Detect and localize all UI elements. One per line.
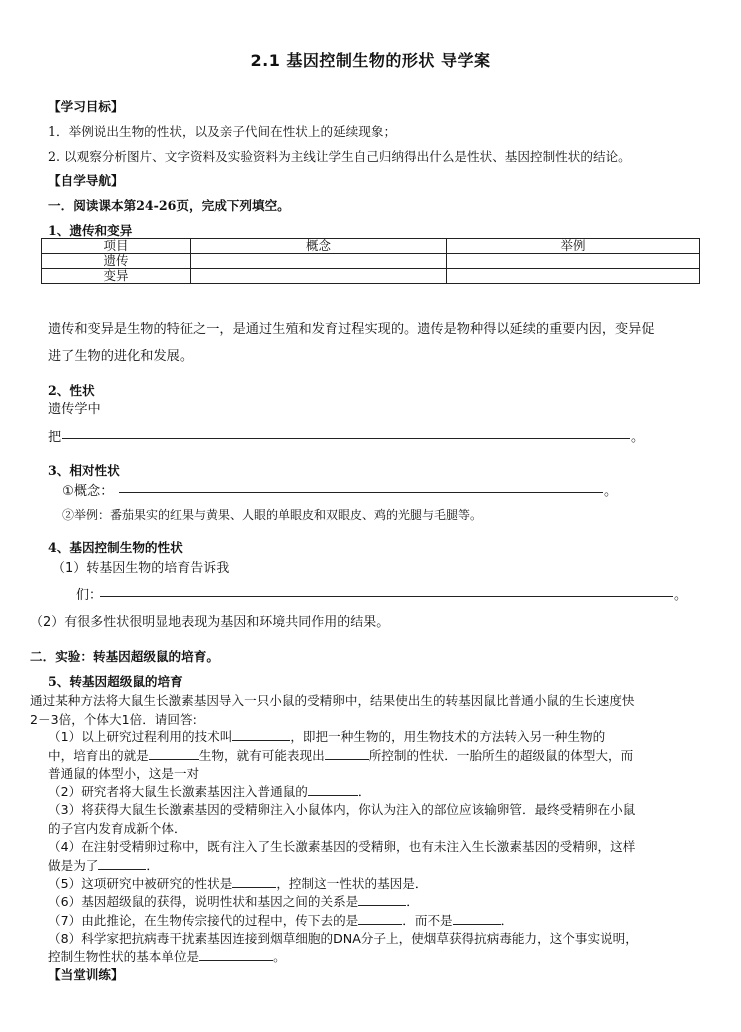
question-7-blank-passed[interactable] <box>358 912 402 925</box>
relative-trait-concept-blank[interactable] <box>119 480 603 493</box>
question-2-pre: （2）研究者将大鼠生长激素基因注入普通鼠的 <box>48 784 308 799</box>
table-header-concept: 概念 <box>191 239 447 254</box>
question-8b <box>48 946 286 965</box>
question-4b-post: ． <box>146 858 159 873</box>
question-3a: （3）将获得大鼠生长激素基因的受精卵注入小鼠体内，你认为注入的部位应该输卵管．最终受精卵在小鼠 <box>48 802 636 817</box>
objective-item-2: 2. 以观察分析图片、文字资料及实验资料为主线让学生自己归纳得出什么是性状、基因控制性状的结论。 <box>48 149 631 164</box>
table-header-example: 举例 <box>447 239 700 254</box>
relative-trait-end: 。 <box>604 484 618 499</box>
question-1a <box>48 726 605 745</box>
question-1-blank-technique[interactable] <box>232 728 290 741</box>
trait-blank[interactable] <box>62 426 630 439</box>
question-6-blank[interactable] <box>358 893 406 906</box>
gene-control-item-2: （2）有很多性状很明显地表现为基因和环境共同作用的结果。 <box>30 615 390 630</box>
question-6-pre: （6）基因超级鼠的获得，说明性状和基因之间的关系是 <box>48 894 359 909</box>
table-cell-example[interactable] <box>447 269 700 284</box>
question-4a: （4）在注射受精卵过称中，既有注入了生长激素基因的受精卵，也有未注入生长激素基因的受精卵，这样 <box>48 839 636 854</box>
question-2-blank[interactable] <box>308 783 358 796</box>
gene-control-blank[interactable] <box>100 584 673 597</box>
gene-control-end: 。 <box>674 588 688 603</box>
table-cell-label: 变异 <box>42 269 191 284</box>
question-1a-post: ，即把一种生物的，用生物技术的方法转入另一种生物的 <box>290 729 606 744</box>
self-study-heading: 【自学导航】 <box>48 173 124 188</box>
question-8b-pre: 控制生物性状的基本单位是 <box>48 949 200 964</box>
trait-line-1: 遗传学中 <box>48 402 101 417</box>
gene-control-item-1: （1）转基因生物的培育告诉我 <box>52 561 230 576</box>
section5-title: 5、转基因超级鼠的培育 <box>48 674 183 689</box>
question-4-blank[interactable] <box>98 857 146 870</box>
question-5 <box>48 873 427 892</box>
table-header-item: 项目 <box>42 239 191 254</box>
relative-trait-concept-label: ①概念： <box>62 484 114 499</box>
table-row <box>42 254 700 269</box>
table-cell-example[interactable] <box>447 254 700 269</box>
section1-title: 1、遗传和变异 <box>48 223 133 238</box>
question-8a: （8）科学家把抗病毒干扰素基因连接到烟草细胞的DNA分子上，使烟草获得抗病毒能力，这个事实说明， <box>48 931 638 946</box>
objectives-heading: 【学习目标】 <box>48 99 124 114</box>
question-1b <box>48 745 633 764</box>
question-3b: 的子宫内发育成新个体． <box>48 821 187 836</box>
gene-control-item-1b: 们： <box>76 588 103 603</box>
section4-title: 4、基因控制生物的性状 <box>48 540 183 555</box>
question-6 <box>48 891 419 910</box>
question-1a-pre: （1）以上研究过程利用的技术叫 <box>48 729 233 744</box>
question-7-pre: （7）由此推论，在生物传宗接代的过程中，传下去的是 <box>48 913 359 928</box>
question-8-blank[interactable] <box>199 948 273 961</box>
question-1b-mid1: 生物，就有可能表现出 <box>198 748 325 763</box>
question-2-post: ． <box>357 784 371 799</box>
table-cell-label: 遗传 <box>42 254 191 269</box>
relative-trait-example: ②举例：番茄果实的红果与黄果、人眼的单眼皮和双眼皮、鸡的光腿与毛腿等。 <box>62 508 483 522</box>
table-row <box>42 269 700 284</box>
heredity-variation-table <box>41 238 700 284</box>
question-1-blank-organism[interactable] <box>149 747 199 760</box>
question-5-blank-trait[interactable] <box>232 875 276 888</box>
paragraph-line-2: 进了生物的进化和发展。 <box>48 349 194 364</box>
experiment-intro-2: 2－3倍，个体大1倍．请回答: <box>30 712 197 727</box>
question-2 <box>48 781 370 800</box>
table-cell-concept[interactable] <box>191 269 447 284</box>
question-5-pre: （5）这项研究中被研究的性状是 <box>48 876 233 891</box>
question-5-mid: ，控制这一性状的基因是 <box>276 876 415 891</box>
question-1-blank-gene[interactable] <box>325 747 369 760</box>
question-8b-post: 。 <box>273 949 286 964</box>
experiment-heading: 二．实验：转基因超级鼠的培育。 <box>30 649 219 664</box>
question-5-post: ． <box>414 876 428 891</box>
training-heading: 【当堂训练】 <box>48 967 124 982</box>
question-7-mid: ．而不是 <box>402 913 453 928</box>
question-7-blank-not[interactable] <box>453 912 501 925</box>
table-cell-concept[interactable] <box>191 254 447 269</box>
question-1b-pre: 中，培育出的就是 <box>48 748 149 763</box>
experiment-intro-1: 通过某种方法将大鼠生长激素基因导入一只小鼠的受精卵中，结果使出生的转基因鼠比普通小鼠的生长速度快 <box>30 693 635 708</box>
question-1b-mid2: 所控制的性状．一胎所生的超级鼠的体型大，而 <box>368 748 634 763</box>
question-6-post: ． <box>406 894 419 909</box>
question-7-post: ． <box>500 913 514 928</box>
section3-title: 3、相对性状 <box>48 463 120 478</box>
trait-end: 。 <box>631 430 645 445</box>
question-7 <box>48 910 513 929</box>
question-4b-pre: 做是为了 <box>48 858 99 873</box>
objective-item-1: 1．举例说出生物的性状，以及亲子代间在性状上的延续现象； <box>48 124 397 139</box>
question-4b <box>48 855 159 874</box>
section2-title: 2、性状 <box>48 383 95 398</box>
paragraph-line-1: 遗传和变异是生物的特征之一，是通过生殖和发育过程实现的。遗传是物种得以延续的重要内因，变异促 <box>48 322 655 337</box>
part1-instruction: 一．阅读课本第24-26页，完成下列填空。 <box>48 198 290 213</box>
table-header-row <box>42 239 700 254</box>
trait-line-2-label: 把 <box>48 430 62 445</box>
page-title: 2.1 基因控制生物的形状 导学案 <box>250 51 491 70</box>
question-1c: 普通鼠的体型小，这是一对 <box>48 766 200 781</box>
